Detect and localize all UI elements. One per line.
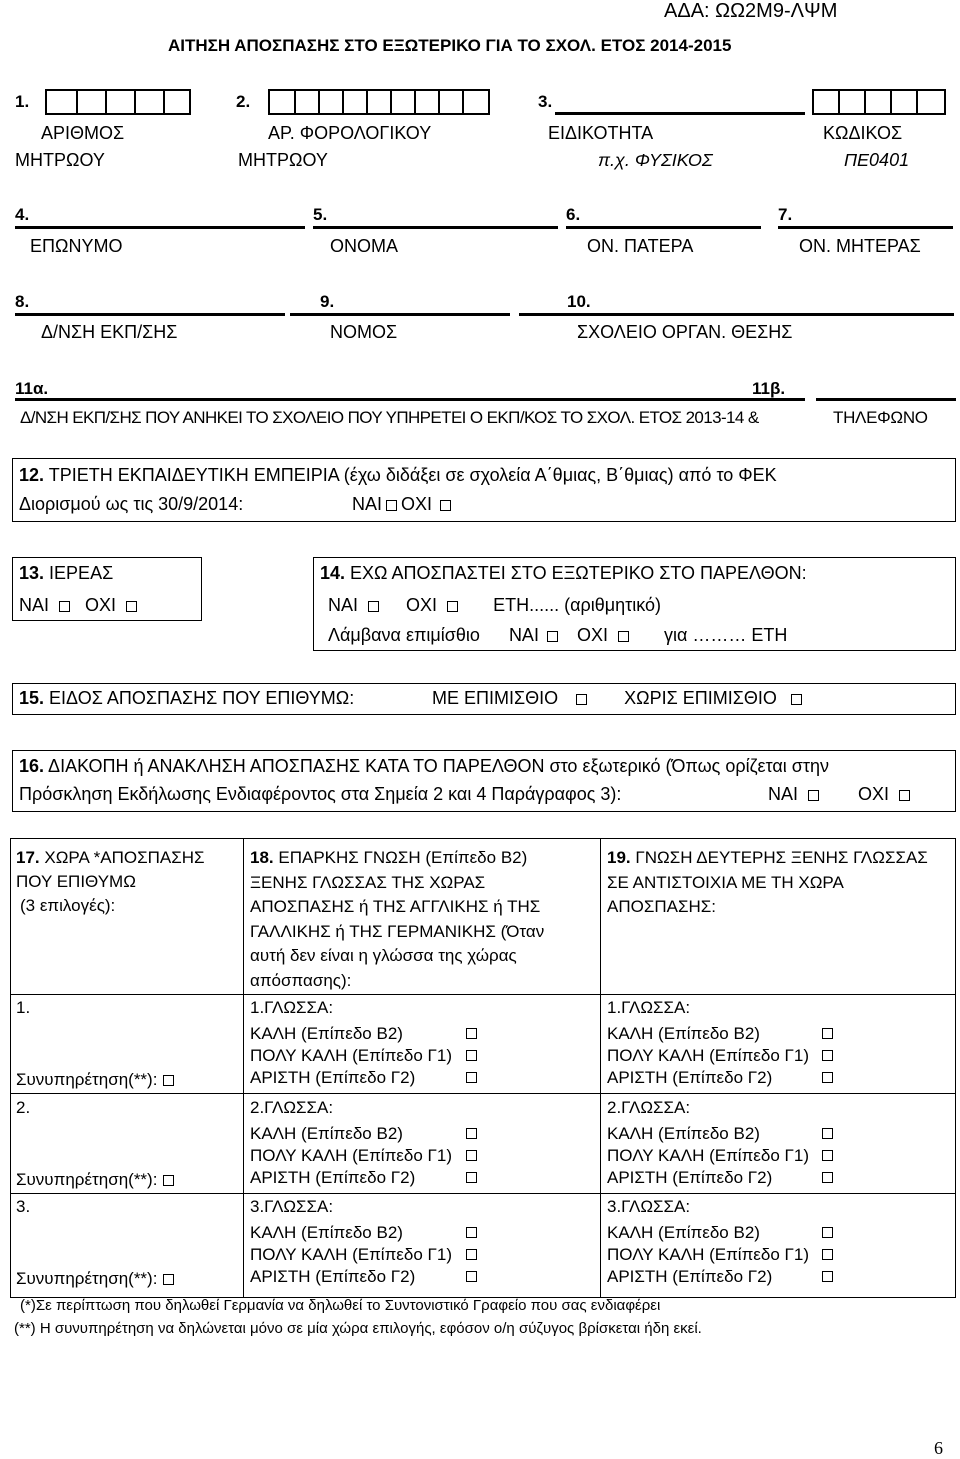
- field-9-number: 9.: [320, 292, 335, 311]
- section-19-label-1: ΓΝΩΣΗ ΔΕΥΤΕΡΗΣ ΞΕΝΗΣ ΓΛΩΣΣΑΣ: [635, 848, 928, 867]
- section-15-heading: [19, 688, 354, 709]
- section-18-label-3: ΑΠΟΣΠΑΣΗΣ ή ΤΗΣ ΑΓΓΛΙΚΗΣ ή ΤΗΣ: [250, 897, 541, 916]
- language-level-checkbox[interactable]: [822, 1028, 833, 1039]
- section-14-no-label: ΟΧΙ: [406, 595, 438, 615]
- language-label: 1.ΓΛΩΣΣΑ:: [607, 998, 691, 1017]
- language-level-label: ΠΟΛΥ ΚΑΛΗ (Επίπεδο Γ1): [250, 1146, 453, 1165]
- field-11b-number: 11β.: [752, 379, 786, 398]
- section-16-text-2: Πρόσκληση Εκδήλωσης Ενδιαφέροντος στα Σημεία 2 και 4 Παράγραφος 3):: [19, 784, 622, 804]
- choice-number: 1.: [16, 998, 31, 1017]
- section-16-yes-label: ΝΑΙ: [768, 784, 799, 804]
- language-label: 3.ΓΛΩΣΣΑ:: [250, 1197, 334, 1216]
- language-level-label: ΑΡΙΣΤΗ (Επίπεδο Γ2): [250, 1068, 416, 1087]
- phone-line[interactable]: [816, 398, 956, 401]
- section-13-no-checkbox[interactable]: [126, 601, 137, 612]
- section-16-yes-checkbox[interactable]: [808, 790, 819, 801]
- language-level-label: ΚΑΛΗ (Επίπεδο Β2): [250, 1223, 403, 1242]
- section-13-number: 13.: [19, 563, 45, 583]
- section-13-label: ΙΕΡΕΑΣ: [49, 563, 114, 583]
- field-11b-label: ΤΗΛΕΦΩΝΟ: [833, 408, 928, 427]
- table-row-divider-1: [10, 994, 956, 995]
- field-3-number: 3.: [538, 92, 553, 111]
- section-19-label-2: ΣΕ ΑΝΤΙΣΤΟΙΧΙΑ ΜΕ ΤΗ ΧΩΡΑ: [607, 872, 844, 892]
- section-12-yes-label: ΝΑΙ: [352, 494, 383, 514]
- language-level-checkbox[interactable]: [822, 1150, 833, 1161]
- field-5-label: ΟΝΟΜΑ: [330, 236, 399, 256]
- section-14-yes-checkbox[interactable]: [368, 601, 379, 612]
- field-11a-label: Δ/ΝΣΗ ΕΚΠ/ΣΗΣ ΠΟΥ ΑΝΗΚΕΙ ΤΟ ΣΧΟΛΕΙΟ ΠΟΥ ΥΠΗΡΕΤΕΙ Ο ΕΚΠ/ΚΟΣ ΤΟ ΣΧΟΛ. ΕΤΟΣ 2013-14 &: [20, 408, 759, 427]
- section-14-paid-yes-checkbox[interactable]: [547, 631, 558, 642]
- language-level-checkbox[interactable]: [822, 1128, 833, 1139]
- language-label: 1.ΓΛΩΣΣΑ:: [250, 998, 334, 1017]
- section-16-text: ΔΙΑΚΟΠΗ ή ΑΝΑΚΛΗΣΗ ΑΠΟΣΠΑΣΗΣ ΚΑΤΑ ΤΟ ΠΑΡΕΛΘΟΝ στο εξωτερικό (Όπως ορίζεται στην: [48, 756, 830, 776]
- section-14-yes-label: ΝΑΙ: [328, 595, 359, 615]
- field-7-label: ΟΝ. ΜΗΤΕΡΑΣ: [799, 236, 921, 256]
- choice-number: 2.: [16, 1098, 31, 1117]
- language-level-checkbox[interactable]: [466, 1271, 477, 1282]
- field-8-label: Δ/ΝΣΗ ΕΚΠ/ΣΗΣ: [41, 322, 178, 342]
- cohabitation-label: Συνυπηρέτηση(**):: [16, 1170, 158, 1189]
- cohabitation-row: [16, 1070, 178, 1090]
- field-6-number: 6.: [566, 205, 581, 224]
- field-10-number: 10.: [567, 292, 591, 311]
- afm-boxes-2[interactable]: [268, 89, 490, 115]
- section-12-yes-checkbox[interactable]: [386, 500, 397, 511]
- language-level-checkbox[interactable]: [466, 1172, 477, 1183]
- section-15-number: 15.: [19, 688, 45, 708]
- language-level-checkbox[interactable]: [822, 1172, 833, 1183]
- code-label-2: ΠΕ0401: [844, 150, 910, 170]
- footnote-1: (*)Σε περίπτωση που δηλωθεί Γερμανία να δηλωθεί το Συντονιστικό Γραφείο που σας ενδιαφέρει: [20, 1297, 661, 1314]
- directorate-line[interactable]: [15, 313, 285, 316]
- field-7-number: 7.: [778, 205, 793, 224]
- language-level-label: ΚΑΛΗ (Επίπεδο Β2): [250, 1124, 403, 1143]
- language-level-checkbox[interactable]: [466, 1150, 477, 1161]
- section-16-no-checkbox[interactable]: [899, 790, 910, 801]
- field-2-label-1: ΑΡ. ΦΟΡΟΛΟΓΙΚΟΥ: [268, 123, 432, 143]
- section-15-opt1-label: ΜΕ ΕΠΙΜΙΣΘΙΟ: [432, 688, 559, 708]
- language-level-label: ΚΑΛΗ (Επίπεδο Β2): [607, 1024, 760, 1043]
- cohabitation-checkbox[interactable]: [163, 1274, 174, 1285]
- section-14-paid-yes-label: ΝΑΙ: [508, 625, 539, 645]
- language-level-checkbox[interactable]: [822, 1249, 833, 1260]
- section-17-label-1: ΧΩΡΑ *ΑΠΟΣΠΑΣΗΣ: [44, 848, 205, 867]
- language-level-label: ΠΟΛΥ ΚΑΛΗ (Επίπεδο Γ1): [250, 1245, 453, 1264]
- section-15-opt1-checkbox[interactable]: [576, 694, 587, 705]
- section-14-paid-no-checkbox[interactable]: [618, 631, 629, 642]
- section-13-options: [19, 595, 141, 616]
- section-14-paid-row: [328, 625, 787, 646]
- section-14-options: [328, 595, 661, 616]
- language-level-label: ΑΡΙΣΤΗ (Επίπεδο Γ2): [607, 1267, 773, 1286]
- language-level-label: ΑΡΙΣΤΗ (Επίπεδο Γ2): [607, 1068, 773, 1087]
- section-17-header: [16, 846, 205, 918]
- school-directorate-line[interactable]: [15, 398, 805, 401]
- section-14-paid-label: Λάμβανα επιμίσθιο: [328, 625, 480, 645]
- section-13-yes-checkbox[interactable]: [59, 601, 70, 612]
- language-level-checkbox[interactable]: [466, 1072, 477, 1083]
- page-number: 6: [934, 1438, 943, 1458]
- section-14-label: ΕΧΩ ΑΠΟΣΠΑΣΤΕΙ ΣΤΟ ΕΞΩΤΕΡΙΚΟ ΣΤΟ ΠΑΡΕΛΘΟΝ:: [350, 563, 807, 583]
- field-1-label-1: ΑΡΙΘΜΟΣ: [41, 123, 125, 143]
- section-12-no-label: ΟΧΙ: [401, 494, 433, 514]
- section-19-label-3: ΑΠΟΣΠΑΣΗΣ:: [607, 897, 716, 916]
- field-2-number: 2.: [236, 92, 251, 111]
- section-12-text-2: Διορισμού ως τις 30/9/2014:: [19, 494, 244, 514]
- code-label-1: ΚΩΔΙΚΟΣ: [823, 123, 903, 143]
- language-level-label: ΚΑΛΗ (Επίπεδο Β2): [250, 1024, 403, 1043]
- language-level-label: ΠΟΛΥ ΚΑΛΗ (Επίπεδο Γ1): [607, 1046, 810, 1065]
- field-4-label: ΕΠΩΝΥΜΟ: [30, 236, 123, 256]
- section-12-options: [352, 494, 455, 515]
- field-3-label-1: ΕΙΔΙΚΟΤΗΤΑ: [548, 123, 654, 143]
- field-2-label-2: ΜΗΤΡΩΟΥ: [238, 150, 328, 170]
- language-level-label: ΠΟΛΥ ΚΑΛΗ (Επίπεδο Γ1): [607, 1245, 810, 1264]
- field-9-label: ΝΟΜΟΣ: [330, 322, 398, 342]
- father-name-line[interactable]: [566, 226, 761, 229]
- language-label: 2.ΓΛΩΣΣΑ:: [607, 1098, 691, 1117]
- form-title: ΑΙΤΗΣΗ ΑΠΟΣΠΑΣΗΣ ΣΤΟ ΕΞΩΤΕΡΙΚΟ ΓΙΑ ΤΟ ΣΧΟΛ. ΕΤΟΣ 2014-2015: [168, 36, 732, 55]
- section-17-label-3: (3 επιλογές):: [20, 896, 116, 915]
- language-level-label: ΚΑΛΗ (Επίπεδο Β2): [607, 1124, 760, 1143]
- section-14-years: ΕΤΗ...... (αριθμητικό): [493, 595, 661, 615]
- field-10-label: ΣΧΟΛΕΙΟ ΟΡΓΑΝ. ΘΕΣΗΣ: [577, 322, 793, 342]
- field-11a-number: 11α.: [15, 379, 49, 398]
- table-divider-2: [600, 838, 601, 1298]
- section-14-number: 14.: [320, 563, 346, 583]
- cohabitation-row: [16, 1269, 178, 1289]
- language-level-label: ΚΑΛΗ (Επίπεδο Β2): [607, 1223, 760, 1242]
- language-level-checkbox[interactable]: [466, 1128, 477, 1139]
- section-16-no-label: ΟΧΙ: [858, 784, 890, 804]
- section-14-paid-years: για ……… ΕΤΗ: [664, 625, 788, 645]
- footnote-2: (**) Η συνυπηρέτηση να δηλώνεται μόνο σε μία χώρα επιλογής, εφόσον ο/η σύζυγος βρίσκεται ήδη εκεί.: [14, 1320, 702, 1337]
- field-6-label: ΟΝ. ΠΑΤΕΡΑ: [587, 236, 694, 256]
- section-18-label-2: ΞΕΝΗΣ ΓΛΩΣΣΑΣ ΤΗΣ ΧΩΡΑΣ: [250, 872, 486, 892]
- section-12-no-checkbox[interactable]: [440, 500, 451, 511]
- section-14-paid-no-label: ΟΧΙ: [576, 625, 608, 645]
- language-level-checkbox[interactable]: [822, 1227, 833, 1238]
- table-row-divider-2: [10, 1093, 956, 1094]
- section-18-label-1: ΕΠΑΡΚΗΣ ΓΝΩΣΗ (Επίπεδο Β2): [278, 848, 528, 867]
- language-label: 2.ΓΛΩΣΣΑ:: [250, 1098, 334, 1117]
- cohabitation-label: Συνυπηρέτηση(**):: [16, 1070, 158, 1089]
- section-12-line-1: [19, 465, 777, 486]
- mother-name-line[interactable]: [778, 226, 953, 229]
- language-level-label: ΑΡΙΣΤΗ (Επίπεδο Γ2): [250, 1168, 416, 1187]
- language-level-label: ΠΟΛΥ ΚΑΛΗ (Επίπεδο Γ1): [607, 1146, 810, 1165]
- cohabitation-checkbox[interactable]: [163, 1075, 174, 1086]
- name-line[interactable]: [313, 226, 558, 229]
- section-18-number: 18.: [250, 848, 274, 867]
- section-14-no-checkbox[interactable]: [447, 601, 458, 612]
- section-18-header: [250, 846, 544, 993]
- language-level-label: ΠΟΛΥ ΚΑΛΗ (Επίπεδο Γ1): [250, 1046, 453, 1065]
- section-12-number: 12.: [19, 465, 45, 485]
- cohabitation-row: [16, 1170, 178, 1190]
- language-level-label: ΑΡΙΣΤΗ (Επίπεδο Γ2): [250, 1267, 416, 1286]
- field-4-number: 4.: [15, 205, 30, 224]
- specialty-line[interactable]: [555, 112, 805, 115]
- ada-code: ΑΔΑ: ΩΩ2Μ9-ΛΨΜ: [664, 0, 838, 22]
- section-19-number: 19.: [607, 848, 631, 867]
- surname-line[interactable]: [15, 226, 305, 229]
- field-3-label-2: π.χ. ΦΥΣΙΚΟΣ: [598, 150, 713, 170]
- section-13-yes-label: ΝΑΙ: [19, 595, 50, 615]
- afm-boxes-1[interactable]: [45, 89, 191, 115]
- section-17-number: 17.: [16, 848, 40, 867]
- language-level-label: ΑΡΙΣΤΗ (Επίπεδο Γ2): [607, 1168, 773, 1187]
- section-16-options: [768, 784, 914, 805]
- language-level-checkbox[interactable]: [466, 1249, 477, 1260]
- section-18-label-4: ΓΑΛΛΙΚΗΣ ή ΤΗΣ ΓΕΡΜΑΝΙΚΗΣ (Όταν: [250, 921, 545, 941]
- section-14-heading: [320, 563, 807, 584]
- language-level-checkbox[interactable]: [822, 1271, 833, 1282]
- prefecture-line[interactable]: [290, 313, 510, 316]
- field-8-number: 8.: [15, 292, 30, 311]
- section-15-options: [432, 688, 806, 709]
- section-13-no-label: ΟΧΙ: [85, 595, 117, 615]
- choice-number: 3.: [16, 1197, 31, 1216]
- field-1-number: 1.: [15, 92, 30, 111]
- section-18-label-5: αυτή δεν είναι η γλώσσα της χώρας: [250, 946, 517, 965]
- field-1-label-2: ΜΗΤΡΩΟΥ: [15, 150, 105, 170]
- code-boxes[interactable]: [812, 89, 946, 115]
- section-15-opt2-label: ΧΩΡΙΣ ΕΠΙΜΙΣΘΙΟ: [624, 688, 777, 708]
- section-12-text: ΤΡΙΕΤΗ ΕΚΠΑΙΔΕΥΤΙΚΗ ΕΜΠΕΙΡΙΑ (έχω διδάξει σε σχολεία Α΄θμιας, Β΄θμιας) από το ΦΕΚ: [48, 465, 777, 485]
- cohabitation-label: Συνυπηρέτηση(**):: [16, 1269, 158, 1288]
- school-line[interactable]: [519, 313, 954, 316]
- table-divider-1: [243, 838, 244, 1298]
- table-row-divider-3: [10, 1193, 956, 1194]
- section-15-label: ΕΙΔΟΣ ΑΠΟΣΠΑΣΗΣ ΠΟΥ ΕΠΙΘΥΜΩ:: [49, 688, 355, 708]
- language-level-checkbox[interactable]: [822, 1050, 833, 1061]
- language-level-checkbox[interactable]: [466, 1028, 477, 1039]
- section-17-label-2: ΠΟΥ ΕΠΙΘΥΜΩ: [16, 872, 136, 891]
- language-level-checkbox[interactable]: [466, 1050, 477, 1061]
- language-level-checkbox[interactable]: [466, 1227, 477, 1238]
- section-16-line-1: [19, 756, 829, 777]
- section-16-number: 16.: [19, 756, 45, 776]
- section-18-label-6: απόσπασης):: [250, 970, 352, 990]
- section-15-opt2-checkbox[interactable]: [791, 694, 802, 705]
- section-19-header: [607, 846, 928, 920]
- field-5-number: 5.: [313, 205, 328, 224]
- language-label: 3.ΓΛΩΣΣΑ:: [607, 1197, 691, 1216]
- cohabitation-checkbox[interactable]: [163, 1175, 174, 1186]
- language-level-checkbox[interactable]: [822, 1072, 833, 1083]
- section-13-heading: [19, 563, 113, 584]
